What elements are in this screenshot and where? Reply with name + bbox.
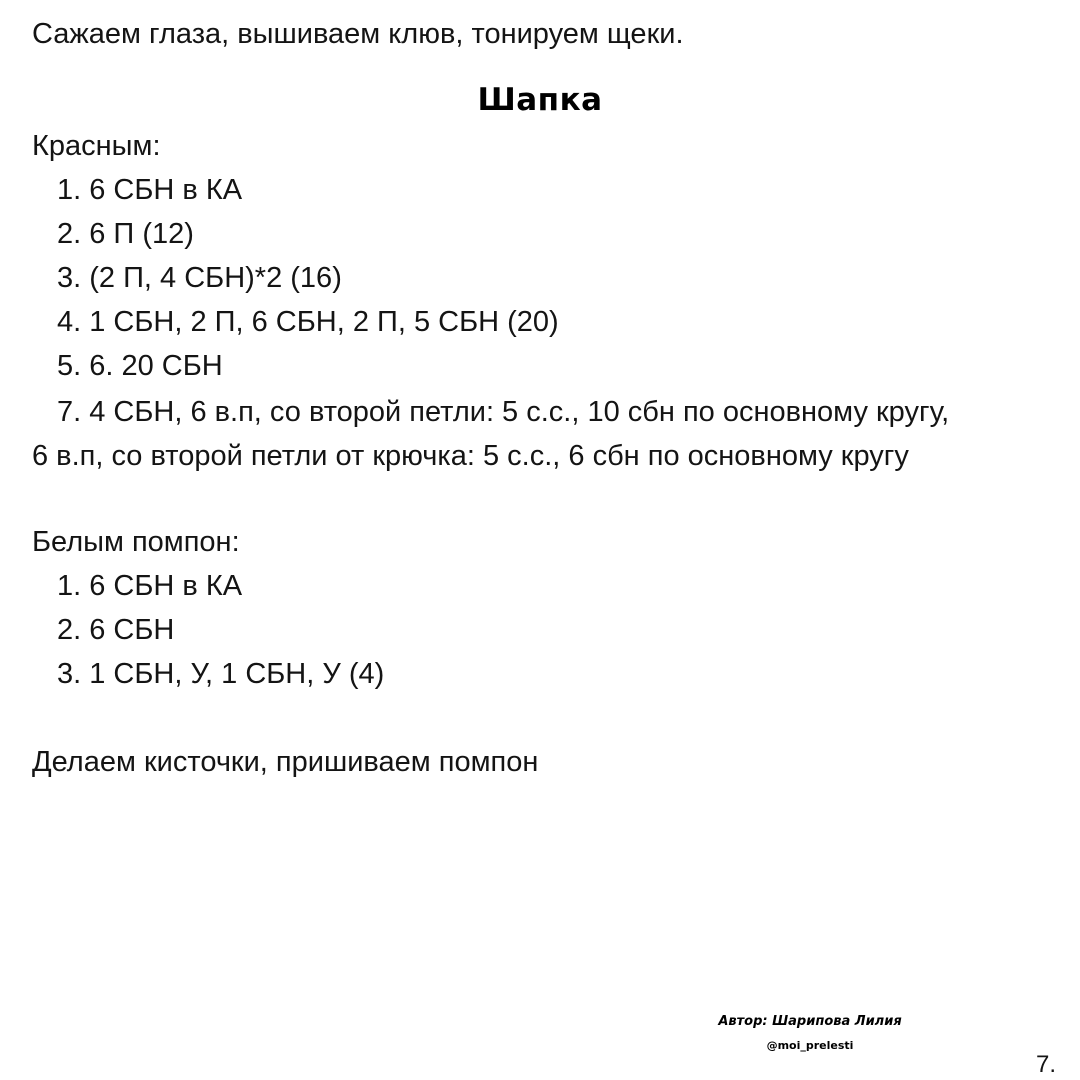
red-row-3: 3. (2 П, 4 СБН)*2 (16) bbox=[57, 262, 342, 294]
author-credit bbox=[690, 1012, 930, 1060]
author-name: Автор: Шарипова Лилия bbox=[718, 1014, 902, 1029]
section-title: Шапка bbox=[477, 82, 603, 118]
red-row-7-line-1: 7. 4 СБН, 6 в.п, со второй петли: 5 с.с., 10 сбн по основному кругу, bbox=[57, 396, 950, 428]
red-row-5-6: 5. 6. 20 СБН bbox=[57, 350, 223, 382]
red-row-7-line-2: 6 в.п, со второй петли от крючка: 5 с.с., 6 сбн по основному кругу bbox=[32, 440, 909, 472]
white-section-label: Белым помпон: bbox=[32, 526, 240, 558]
intro-text: Сажаем глаза, вышиваем клюв, тонируем щеки. bbox=[32, 18, 684, 50]
page-number: 7. bbox=[1036, 1051, 1057, 1078]
red-row-4: 4. 1 СБН, 2 П, 6 СБН, 2 П, 5 СБН (20) bbox=[57, 306, 559, 338]
red-section-label: Красным: bbox=[32, 130, 161, 162]
red-row-2: 2. 6 П (12) bbox=[57, 218, 194, 250]
white-row-3: 3. 1 СБН, У, 1 СБН, У (4) bbox=[57, 658, 385, 690]
white-row-1: 1. 6 СБН в КА bbox=[57, 570, 243, 602]
final-text: Делаем кисточки, пришиваем помпон bbox=[32, 746, 539, 778]
white-row-2: 2. 6 СБН bbox=[57, 614, 175, 646]
red-row-1: 1. 6 СБН в КА bbox=[57, 174, 243, 206]
author-handle: @moi_prelesti bbox=[766, 1039, 854, 1052]
